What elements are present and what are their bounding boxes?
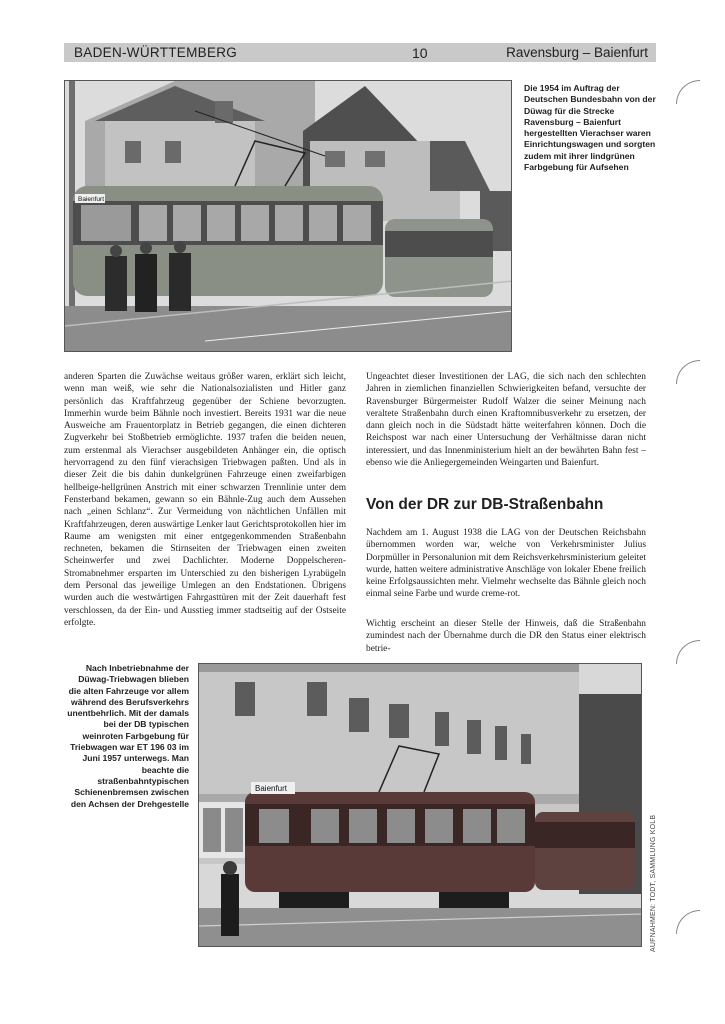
photo-duewag-tram — [64, 80, 512, 352]
punch-hole-icon — [676, 910, 700, 934]
article-column-1: anderen Sparten die Zuwächse weitaus größer waren, erklärt sich leicht, wenn man weiß, wie sehr die Nationalsozialisten und Hitler ganz persönlich das Kraftfahrzeug gegenüber der Schiene bevorzugten. Immerhin wurde beim Bähnle noch investiert. Bereits 1931 war die neue Ausweiche am Frauentorplatz in Betrieb gegangen, die einen dichteren Zugverkehr bei Stoßbetrieb ermöglichte. 1937 trafen die beiden neuen, zum erstenmal als Vierachser ausgebildeten Anhänger ein, die optisch hervorragend zu den fünf vierachsigen Triebwagen paßten. Und als in dieser Zeit die bis dahin dunkelgrünen Fahrzeuge einen zweifarbigen hellbeige-hellgrünen Anstrich mit einer schwarzen Trennlinie unter dem Fensterband bekamen, gewann so ein Bähnle-Zug auch dem Aussehen nach „einen Schlanz“. Zur Vermeidung von nächtlichen Unfällen mit Kraftfahrzeugen, deren auswärtige Lenker laut Gerichtsprotokollen hier im Raume am wenigsten mit einer entgegenkommenden Straßenbahn rechneten, bekamen die Stirnseiten der Triebwagen einen zweiten Scheinwerfer und zwei Dachlichter. Moderne Doppelscheren-Stromabnehmer ersparten im Unterschied zu den bisherigen Lyrabügeln dem Personal das jeweilige Umlegen an den Endstationen. Übrigens wurden auch die westwärtigen Fahrgasttüren mit der Zeit dauerhaft fest verschlossen, da der Ein- und Ausstieg immer stadtseitig auf der Ostseite erfolgte. — [64, 372, 346, 628]
article-column-2-para-3: Wichtig erscheint an dieser Stelle der Hinweis, daß die Straßenbahn zumindest nach der Übernahme durch die DR den Status einer elektrisch betrie- — [366, 619, 646, 654]
railcar-photo-illustration — [199, 664, 642, 947]
photo-db-railcar — [198, 663, 642, 947]
article-column-2-para-2: Nachdem am 1. August 1938 die LAG von der Deutschen Reichsbahn übernommen worden war, welche von Verkehrsminister Julius Dorpmüller in Personalunion mit dem Reichsverkehrsministerium geleitet wurde, hatten weitere administrative Anschläge von lokaler Ebene freilich keine Erfolgsaussichten mehr. Vielmehr wechselte das Bähnle gleich noch einmal seine Farbe und wurde creme-rot. — [366, 528, 646, 600]
destination-sign-1: Baienfurt — [78, 196, 105, 203]
running-header — [64, 43, 656, 62]
page-number: 10 — [412, 44, 428, 61]
route-title: Ravensburg – Baienfurt — [506, 45, 648, 60]
section-heading: Von der DR zur DB-Straßenbahn — [366, 496, 604, 513]
article-column-2-para-1: Ungeachtet dieser Investitionen der LAG, die sich nach den schlechten Jahren in ziemlichen finanziellen Schwierigkeiten befand, versuchte der Ravensburger Bürgermeister Rudolf Walzer die seiner Meinung nach veraltete Straßenbahn durch einen Kraftomnibusverkehr zu ersetzen, der dann gleich noch in die Südstadt hätte weiterfahren können. Doch die Reichspost war nach einer Untersuchung der Verhältnisse daran nicht interessiert, und das Innenministerium hielt an der bewährten Bahn fest – ebenso wie die Anliegergemeinden Weingarten und Baienfurt. — [366, 372, 646, 469]
photo-credit: AUFNAHMEN: TODT, SAMMLUNG KOLB — [650, 814, 657, 952]
region-title: BADEN-WÜRTTEMBERG — [74, 45, 238, 60]
punch-hole-icon — [676, 640, 700, 664]
photo1-caption: Die 1954 im Auftrag der Deutschen Bundesbahn von der Düwag für die Strecke Ravensburg – Baienfurt hergestellten Vierachser waren Einrichtungswagen und sorgten zudem mit ihrer lindgrünen Farbgebung für Aufsehen — [524, 83, 656, 173]
destination-sign-2: Baienfurt — [255, 784, 288, 793]
punch-hole-icon — [676, 360, 700, 384]
photo2-caption: Nach Inbetriebnahme der Düwag-Triebwagen blieben die alten Fahrzeuge vor allem während des Berufsverkehrs unentbehrlich. Mit der damals bei der DB typischen weinroten Farbgebung für Triebwagen war ET 196 03 im Juni 1957 unterwegs. Man beachte die straßenbahntypischen Schienenbremsen zwischen den Achsen der Drehgestelle — [67, 663, 189, 809]
tram-photo-illustration — [65, 81, 512, 352]
punch-hole-icon — [676, 80, 700, 104]
